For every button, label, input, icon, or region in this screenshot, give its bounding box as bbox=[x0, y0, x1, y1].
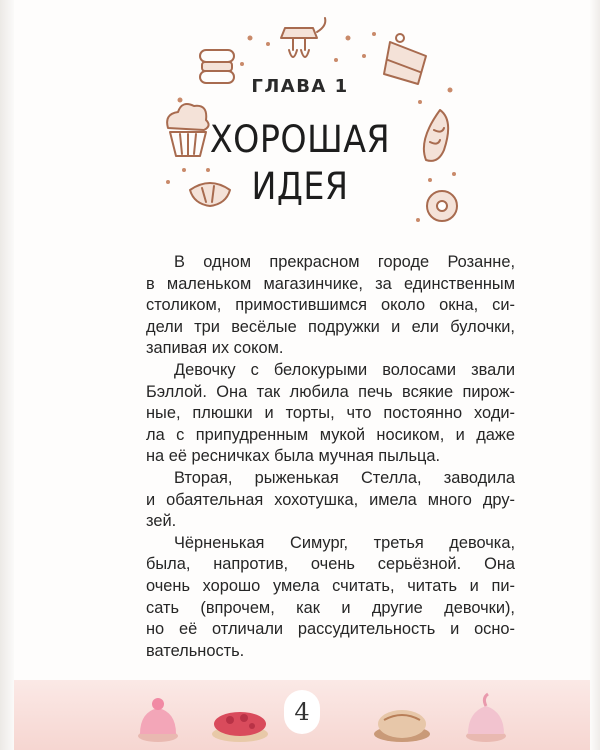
text-line: Вторая, рыженькая Стелла, заводила bbox=[174, 468, 515, 487]
text-line: Чёрненькая Симург, третья девочка, bbox=[174, 533, 515, 552]
text-line: В одном прекрасном городе Розанне, bbox=[174, 253, 515, 271]
page-edge-right bbox=[590, 0, 600, 750]
chapter-label: ГЛАВА 1 bbox=[251, 76, 349, 97]
page-edge-left bbox=[0, 0, 14, 750]
text-line: была, напротив, очень серьёзной. Она bbox=[146, 555, 515, 574]
chapter-title-line1: ХОРОШАЯ bbox=[209, 118, 391, 161]
text-line: Бэллой. Она так любила печь всякие пирож- bbox=[146, 382, 515, 401]
page-number: 4 bbox=[284, 690, 320, 734]
berry-tart-icon bbox=[208, 690, 272, 746]
text-line: ла с припудренным мукой носиком, и даже bbox=[146, 425, 515, 444]
text-line: очень хорошо умела считать, читать и пи- bbox=[146, 576, 515, 595]
body-text bbox=[146, 252, 515, 662]
text-line: на её ресничках была мучная пыльца. bbox=[146, 447, 441, 466]
text-line: зей. bbox=[146, 512, 177, 531]
meringue-icon bbox=[458, 690, 514, 746]
text-line: но её отличали рассудительность и осно- bbox=[146, 620, 515, 639]
glazed-pastry-icon bbox=[370, 690, 434, 746]
text-line: дели три весёлые подружки и ели булочки, bbox=[146, 317, 515, 336]
text-line: вательность. bbox=[146, 641, 245, 660]
text-line: в маленьком магазинчике, за единственным bbox=[146, 274, 515, 293]
text-line: и обаятельная хохотушка, имела много дру- bbox=[146, 490, 515, 509]
text-line: запивая их соком. bbox=[146, 339, 284, 358]
cupcake-bottom-icon bbox=[130, 690, 186, 746]
chapter-title-line2: ИДЕЯ bbox=[251, 165, 349, 208]
mixer-icon bbox=[281, 18, 325, 57]
text-line: ные, плюшки и торты, что постоянно ходи- bbox=[146, 404, 515, 423]
text-line: столиком, примостившимся около окна, си- bbox=[146, 296, 515, 315]
text-line: сать (впрочем, как и другие девочки), bbox=[146, 598, 515, 617]
text-line: Девочку с белокурыми волосами звали bbox=[174, 360, 515, 379]
